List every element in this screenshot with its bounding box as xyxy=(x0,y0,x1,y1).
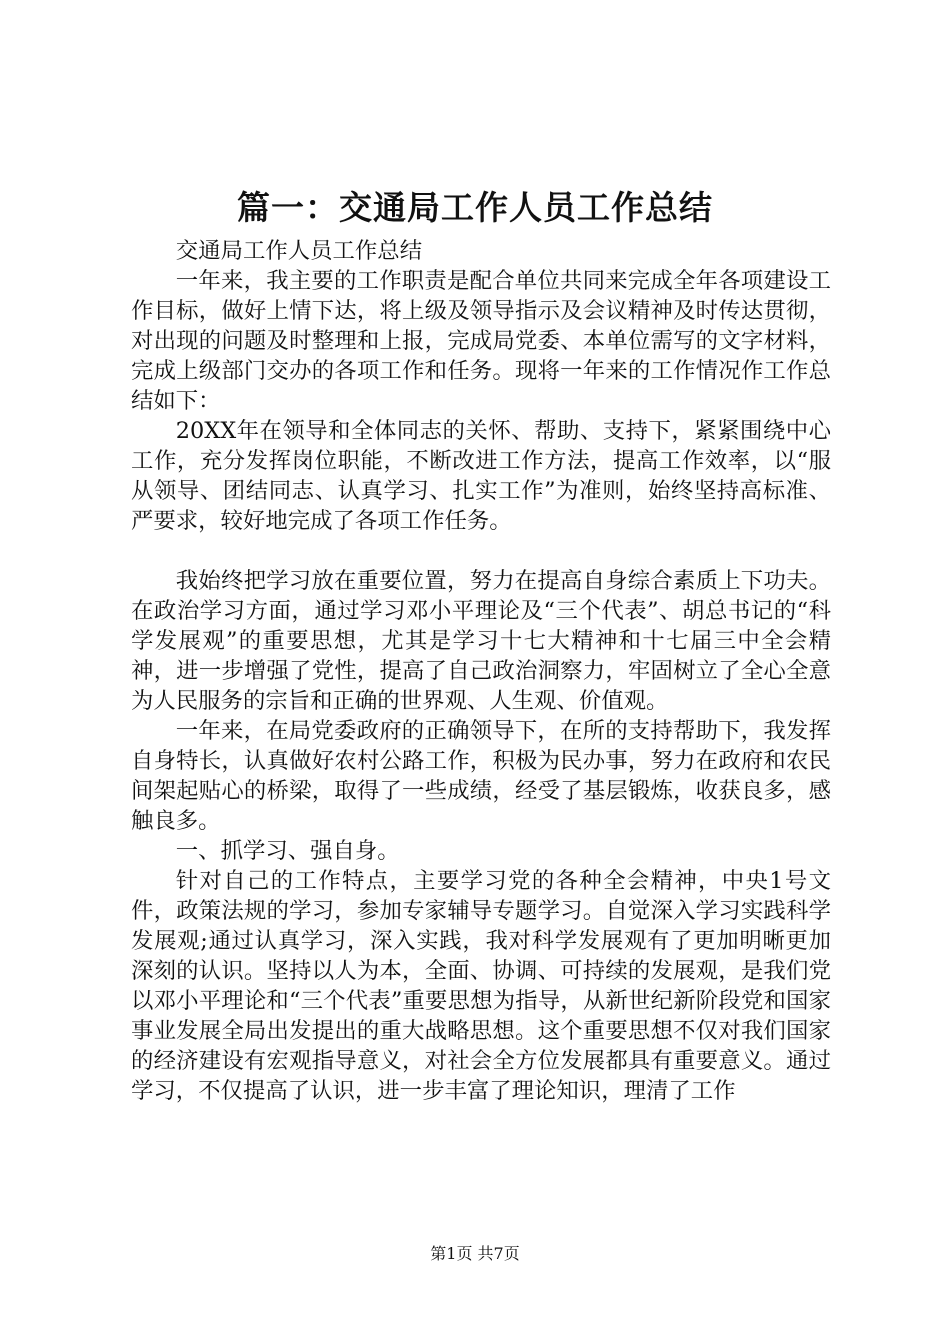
paragraph-intro: 一年来，我主要的工作职责是配合单位共同来完成全年各项建设工作目标，做好上情下达，将上级及领导指示及会议精神及时传达贯彻，对出现的问题及时整理和上报，完成局党委、本单位需写的文字材料，完成上级部门交办的各项工作和任务。现将一年来的工作情况作工作总结如下： xyxy=(131,268,831,414)
paragraph-subtitle: 交通局工作人员工作总结 xyxy=(175,238,423,264)
section-heading: 一、抓学习、强自身。 xyxy=(175,838,400,864)
document-body xyxy=(131,236,831,1106)
paragraph-year-review: 一年来，在局党委政府的正确领导下，在所的支持帮助下，我发挥自身特长，认真做好农村公路工作，积极为民办事，努力在政府和农民间架起贴心的桥梁，取得了一些成绩，经受了基层锻炼，收获良多，感触良多。 xyxy=(131,718,831,834)
paragraph-learning-detail: 针对自己的工作特点，主要学习党的各种全会精神，中央1号文件，政策法规的学习，参加专家辅导专题学习。自觉深入学习实践科学发展观;通过认真学习，深入实践，我对科学发展观有了更加明晰更加深刻的认识。坚持以人为本，全面、协调、可持续的发展观，是我们党以邓小平理论和“三个代表”重要思想为指导，从新世纪新阶段党和国家事业发展全局出发提出的重大战略思想。这个重要思想不仅对我们国家的经济建设有宏观指导意义，对社会全方位发展都具有重要意义。通过学习，不仅提高了认识，进一步丰富了理论知识，理清了工作 xyxy=(131,868,831,1104)
paragraph-overview: 20XX年在领导和全体同志的关怀、帮助、支持下，紧紧围绕中心工作，充分发挥岗位职能，不断改进工作方法，提高工作效率，以“服从领导、团结同志、认真学习、扎实工作”为准则，始终坚持高标准、严要求，较好地完成了各项工作任务。 xyxy=(131,418,831,534)
page-footer: 第1页 共7页 xyxy=(430,1244,520,1263)
paragraph-study: 我始终把学习放在重要位置，努力在提高自身综合素质上下功夫。在政治学习方面，通过学习邓小平理论及“三个代表”、胡总书记的“科学发展观”的重要思想，尤其是学习十七大精神和十七届三中全会精神，进一步增强了党性，提高了自己政治洞察力，牢固树立了全心全意为人民服务的宗旨和正确的世界观、人生观、价值观。 xyxy=(131,568,831,714)
page-title: 篇一：交通局工作人员工作总结 xyxy=(237,188,713,227)
